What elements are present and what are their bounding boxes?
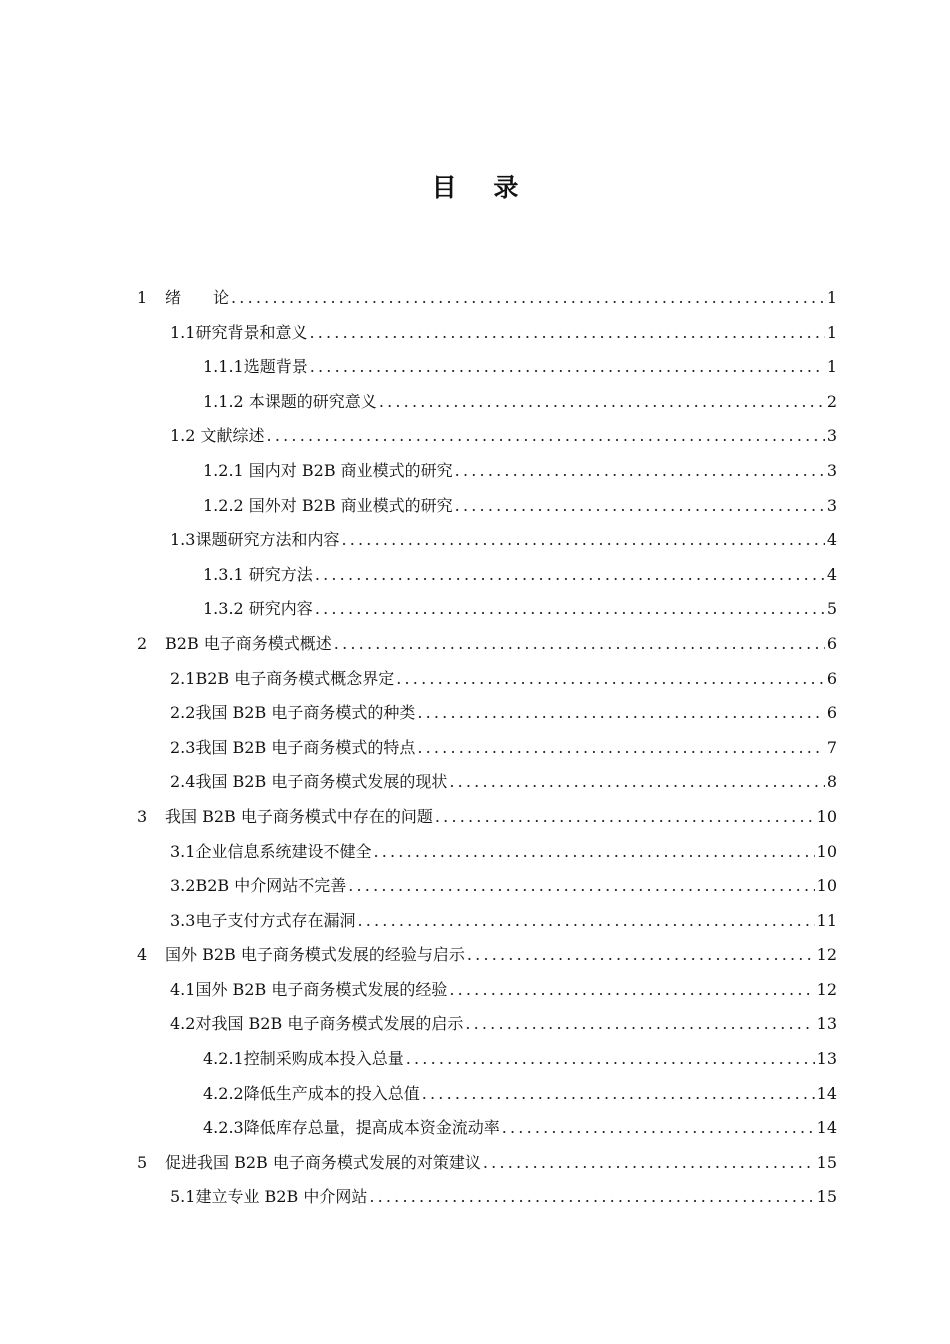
toc-entry[interactable] [0, 835, 950, 870]
toc-entry-page-number: 13 [816, 1049, 837, 1069]
toc-entry[interactable] [0, 731, 950, 766]
toc-entry[interactable] [0, 765, 950, 800]
toc-entry-page-number: 6 [826, 668, 837, 688]
table-of-contents [0, 281, 950, 1215]
dot-leader [415, 731, 824, 766]
toc-entry[interactable] [0, 904, 950, 939]
dot-leader [265, 419, 825, 454]
dot-leader [453, 454, 825, 489]
dot-leader [447, 765, 824, 800]
dot-leader [313, 592, 825, 627]
dot-leader [229, 281, 825, 316]
toc-entry[interactable] [0, 454, 950, 489]
toc-entry-title: 1.1.2 本课题的研究意义 [203, 391, 377, 411]
dot-leader [447, 973, 814, 1008]
dot-leader [481, 1146, 815, 1181]
toc-entry[interactable] [0, 316, 950, 351]
page-title: 目 录 [431, 173, 533, 202]
toc-entry-page-number: 6 [826, 633, 837, 653]
toc-entry-page-number: 7 [826, 737, 837, 757]
toc-entry[interactable] [0, 350, 950, 385]
toc-entry-title: 2.4我国 B2B 电子商务模式发展的现状 [170, 772, 448, 792]
toc-entry-page-number: 14 [816, 1083, 837, 1103]
toc-entry[interactable] [0, 696, 950, 731]
toc-entry-number: 1 [137, 288, 148, 307]
toc-entry-title: 1.2.1 国内对 B2B 商业模式的研究 [203, 460, 453, 480]
toc-entry-title: 1.3.1 研究方法 [203, 564, 313, 584]
toc-entry-page-number: 10 [816, 806, 837, 826]
toc-entry-title: 3.1企业信息系统建设不健全 [170, 841, 372, 861]
toc-entry-title: 1.1.1选题背景 [203, 357, 308, 377]
toc-entry[interactable] [0, 385, 950, 420]
dot-leader [453, 489, 825, 524]
toc-entry-page-number: 1 [826, 322, 837, 342]
dot-leader [367, 1180, 814, 1215]
dot-leader [415, 696, 824, 731]
toc-entry[interactable] [0, 1180, 950, 1215]
toc-entry-page-number: 6 [826, 703, 837, 723]
toc-entry-title: 1.3课题研究方法和内容 [170, 530, 340, 550]
toc-entry-title: 1.1研究背景和意义 [170, 322, 308, 342]
toc-entry-page-number: 14 [816, 1118, 837, 1138]
toc-entry-number: 2 [137, 633, 148, 653]
toc-entry-page-number: 1 [826, 357, 837, 377]
dot-leader [339, 523, 824, 558]
toc-entry-title: 3.3电子支付方式存在漏洞 [170, 910, 356, 930]
dot-leader [371, 835, 814, 870]
toc-entry-number: 3 [137, 806, 148, 826]
toc-entry-title: 促进我国 B2B 电子商务模式发展的对策建议 [165, 1152, 481, 1172]
dot-leader [377, 385, 825, 420]
toc-entry-page-number: 15 [816, 1187, 837, 1207]
toc-entry-number: 5 [137, 1152, 148, 1172]
toc-entry-page-number: 10 [816, 841, 837, 861]
dot-leader [307, 316, 824, 351]
toc-entry-title: 1.2.2 国外对 B2B 商业模式的研究 [203, 495, 453, 515]
toc-entry-title: 4.2对我国 B2B 电子商务模式发展的启示 [170, 1014, 464, 1034]
toc-entry[interactable] [0, 523, 950, 558]
toc-entry-title: 1.2 文献综述 [170, 426, 265, 446]
dot-leader [463, 1007, 814, 1042]
toc-entry[interactable] [0, 1077, 950, 1112]
toc-entry-page-number: 3 [826, 495, 837, 515]
toc-entry-title: 1.3.2 研究内容 [203, 599, 313, 619]
toc-entry-page-number: 3 [826, 426, 837, 446]
toc-entry-title: 4.2.2降低生产成本的投入总值 [203, 1083, 420, 1103]
toc-entry[interactable] [0, 592, 950, 627]
dot-leader [332, 627, 825, 662]
toc-entry-title: 5.1建立专业 B2B 中介网站 [170, 1187, 368, 1207]
toc-entry-title: B2B 电子商务模式概述 [165, 633, 332, 653]
toc-entry[interactable] [0, 973, 950, 1008]
dot-leader [394, 662, 825, 697]
toc-entry[interactable] [0, 558, 950, 593]
toc-entry[interactable] [0, 1042, 950, 1077]
toc-entry-title: 2.1B2B 电子商务模式概念界定 [170, 668, 395, 688]
toc-entry-page-number: 3 [826, 460, 837, 480]
toc-entry[interactable] [0, 1007, 950, 1042]
dot-leader [420, 1077, 815, 1112]
dot-leader [500, 1111, 815, 1146]
toc-entry[interactable] [0, 419, 950, 454]
toc-entry-title: 4.2.1控制采购成本投入总量 [203, 1049, 404, 1069]
dot-leader [465, 938, 815, 973]
toc-entry-title: 4.2.3降低库存总量，提高成本资金流动率 [203, 1118, 500, 1138]
toc-entry-title: 我国 B2B 电子商务模式中存在的问题 [165, 806, 433, 826]
toc-entry[interactable] [0, 800, 950, 835]
toc-entry[interactable] [0, 938, 950, 973]
toc-entry-page-number: 11 [816, 910, 837, 930]
toc-entry-page-number: 15 [816, 1152, 837, 1172]
toc-entry[interactable] [0, 281, 950, 316]
toc-entry[interactable] [0, 489, 950, 524]
toc-entry-title: 2.3我国 B2B 电子商务模式的特点 [170, 737, 416, 757]
dot-leader [346, 869, 814, 904]
dot-leader [404, 1042, 815, 1077]
toc-entry[interactable] [0, 662, 950, 697]
dot-leader [313, 558, 825, 593]
toc-entry-page-number: 4 [826, 530, 837, 550]
toc-entry-page-number: 4 [826, 564, 837, 584]
dot-leader [308, 350, 825, 385]
toc-entry-page-number: 1 [826, 288, 837, 307]
toc-entry[interactable] [0, 1111, 950, 1146]
dot-leader [433, 800, 815, 835]
toc-entry-page-number: 12 [816, 945, 837, 965]
toc-entry[interactable] [0, 869, 950, 904]
toc-entry-page-number: 10 [816, 876, 837, 896]
dot-leader [355, 904, 814, 939]
toc-entry-page-number: 13 [816, 1014, 837, 1034]
toc-entry-page-number: 12 [816, 979, 837, 999]
toc-entry-title: 绪 论 [165, 288, 230, 307]
toc-entry-title: 国外 B2B 电子商务模式发展的经验与启示 [165, 945, 465, 965]
toc-entry-title: 4.1国外 B2B 电子商务模式发展的经验 [170, 979, 448, 999]
toc-entry-page-number: 8 [826, 772, 837, 792]
toc-entry-page-number: 5 [826, 599, 837, 619]
toc-entry-title: 3.2B2B 中介网站不完善 [170, 876, 347, 896]
toc-entry-number: 4 [137, 945, 148, 965]
toc-entry-page-number: 2 [826, 391, 837, 411]
toc-entry[interactable] [0, 1146, 950, 1181]
toc-entry-title: 2.2我国 B2B 电子商务模式的种类 [170, 703, 416, 723]
toc-entry[interactable] [0, 627, 950, 662]
